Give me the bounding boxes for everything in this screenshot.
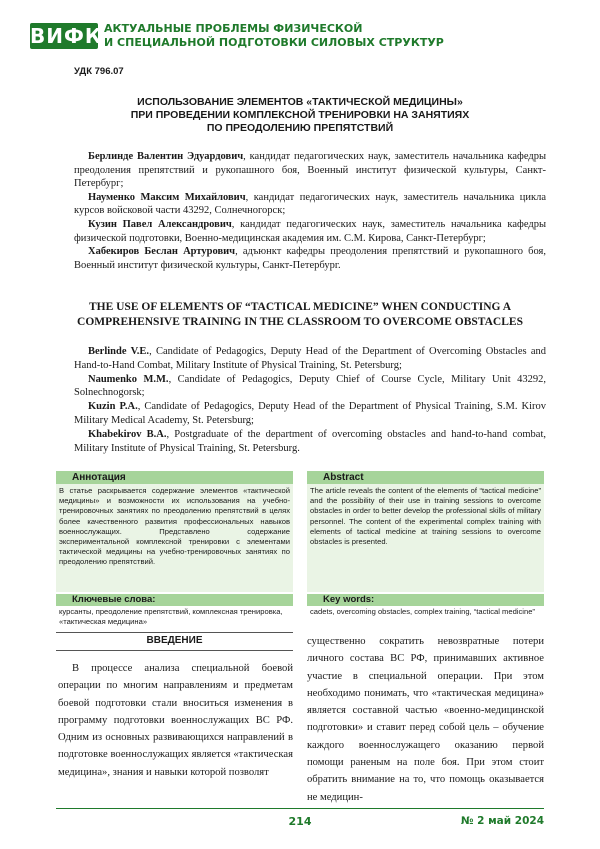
author-name: Науменко Максим Михайлович [88, 191, 246, 203]
journal-title-line2: И СПЕЦИАЛЬНОЙ ПОДГОТОВКИ СИЛОВЫХ СТРУКТУР [104, 36, 444, 49]
author-affiliation: , адъюнкт кафедры преодоления препятствий и рукопашного боя, Военный институт физической культуры, Санкт-Петербург. [74, 246, 546, 271]
title-en-line: COMPREHENSIVE TRAINING IN THE CLASSROOM TO OVERCOME OBSTACLES [77, 315, 523, 328]
annotation-heading: Аннотация [72, 472, 126, 483]
issue-label: № 2 май 2024 [460, 815, 544, 827]
divider [56, 650, 293, 651]
author-entry [74, 400, 546, 428]
author-name: Берлинде Валентин Эдуардович [88, 151, 244, 162]
page-number: 214 [288, 815, 312, 828]
body-column-left [58, 660, 293, 781]
author-entry [74, 218, 546, 245]
keywords-ru-text: курсанты, преодоление препятствий, комплексная тренировка, «тактическая медицина» [59, 607, 283, 627]
annotation-text: В статье раскрывается содержание элементов «тактической медицины» и возможности их использования на учебно-тренировочных занятиях по преодолению препятствий в целях более качественного развития профессиональных навыков военнослужащих. Представлено содержание экспериментальной комплексной тренировки с элементами тактической медицины на учебно-тренировочных занятиях по преодолению препятствий. [56, 484, 293, 592]
author-name: Хабекиров Беслан Артурович [88, 246, 236, 258]
body-paragraph: существенно сократить невозвратные потери личного состава ВС РФ, принимавших активное участие в специальной операции. При этом необходимо понимать, что «тактическая медицина» является составной частью «военно-медицинской подготовки» и ставит перед собой цель – обучение каждого военнослужащего оказанию первой помощи раненым на поле боя. При этом стоит обратить внимание на то, что помощь оказывается не медицин- [307, 636, 544, 803]
divider [56, 632, 293, 633]
author-affiliation: , кандидат педагогических наук, заместитель начальника кафедры преодоления препятствий и рукопашного боя, Военный институт физической культуры, Санкт-Петербург; [74, 151, 546, 190]
body-paragraph: В процессе анализа специальной боевой операции по многим направлениям и предметам боевой подготовки стали вноситься изменения в программу подготовки военнослужащих ВС РФ. Одним из основных развивающихся направлений в подготовке военнослужащих является «тактическая медицина», знания и навыки которой позволят [58, 663, 293, 778]
author-entry [74, 373, 546, 401]
abstract-header [307, 471, 544, 484]
author-affiliation: , Candidate of Pedagogics, Deputy Head of the Department of Overcoming Obstacles and Hand-to-Hand Combat, Military Institute of Physical Training, St. Petersburg; [74, 346, 546, 371]
title-ru-line: ПРИ ПРОВЕДЕНИИ КОМПЛЕКСНОЙ ТРЕНИРОВКИ НА ЗАНЯТИЯХ [130, 109, 470, 121]
author-name: Kuzin P.A. [88, 401, 138, 413]
journal-logo-text: ВИФК [30, 24, 103, 48]
keywords-en-header [307, 594, 544, 606]
author-entry [74, 245, 546, 272]
author-name: Berlinde V.E. [88, 346, 150, 357]
author-entry [74, 345, 546, 373]
author-entry [74, 191, 546, 218]
author-name: Naumenko M.M. [88, 373, 169, 385]
author-affiliation: , кандидат педагогических наук, заместитель начальника цикла курсов войсковой части 43292, Солнечногорск; [74, 191, 546, 217]
title-ru-line: ПО ПРЕОДОЛЕНИЮ ПРЕПЯТСТВИЙ [206, 122, 394, 134]
annotation-header [56, 471, 293, 484]
keywords-en-text: cadets, overcoming obstacles, complex training, “tactical medicine” [310, 607, 535, 616]
author-entry [74, 150, 546, 191]
author-name: Khabekirov B.A. [88, 428, 167, 440]
abstract-text: The article reveals the content of the elements of “tactical medicine” and the possibility of their use in training sessions to overcome obstacles in order to better develop the professional skills of military personnel. The content of the experimental complex training with elements of tactical medicine at training sessions to overcome obstacles is presented. [307, 484, 544, 592]
abstract-heading: Abstract [323, 472, 364, 483]
authors-ru [74, 150, 546, 272]
body-column-right [307, 633, 544, 806]
keywords-en-heading: Key words: [323, 594, 375, 605]
journal-title-line1: АКТУАЛЬНЫЕ ПРОБЛЕМЫ ФИЗИЧЕСКОЙ [104, 22, 363, 35]
journal-title [104, 22, 444, 50]
author-affiliation: , кандидат педагогических наук, заместитель начальника кафедры физической подготовки, Военно-медицинская академия им. С.М. Кирова, Санкт-Петербург; [74, 218, 547, 244]
author-name: Кузин Павел Александрович [88, 218, 232, 230]
authors-en [74, 345, 546, 455]
keywords-ru-header [56, 594, 293, 606]
section-heading-intro: ВВЕДЕНИЕ [146, 635, 203, 646]
author-affiliation: , Postgraduate of the department of overcoming obstacles and hand-to-hand combat, Military Institute of Physical Training, St. Petersburg. [74, 428, 546, 454]
udk-code: УДК 796.07 [74, 66, 124, 77]
author-entry [74, 428, 546, 456]
title-ru-line: ИСПОЛЬЗОВАНИЕ ЭЛЕМЕНТОВ «ТАКТИЧЕСКОЙ МЕДИЦИНЫ» [137, 96, 463, 108]
article-title-ru [60, 96, 540, 135]
keywords-ru-heading: Ключевые слова: [72, 594, 156, 605]
footer-divider [56, 808, 544, 809]
title-en-line: THE USE OF ELEMENTS OF “TACTICAL MEDICINE” WHEN CONDUCTING A [88, 301, 512, 313]
author-affiliation: , Candidate of Pedagogics, Deputy Chief of Course Cycle, Military Unit 43292, Solnechnogorsk; [74, 373, 546, 399]
article-title-en [50, 300, 550, 329]
author-affiliation: , Candidate of Pedagogics, Deputy Head of the Department of Physical Training, S.M. Kirov Military Medical Academy, St. Petersburg; [74, 401, 546, 426]
